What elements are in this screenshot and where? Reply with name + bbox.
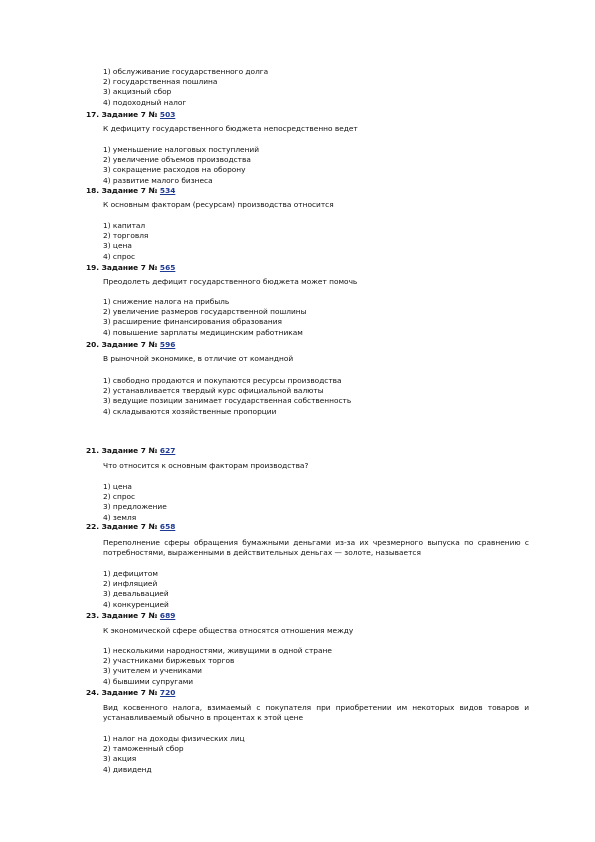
task-header — [86, 611, 175, 621]
option: 4) земля — [103, 512, 137, 522]
task-id-link[interactable]: 689 — [159, 611, 176, 620]
task-number: 20. — [86, 340, 100, 349]
option: 2) участниками биржевых торгов — [103, 656, 235, 666]
option: 4) спрос — [103, 251, 136, 261]
option: 3) сокращение расходов на оборону — [103, 165, 246, 175]
answer-options — [103, 646, 332, 687]
option: 4) бывшими супругами — [103, 676, 194, 686]
question-text: К экономической сфере общества относятся отношения между — [103, 626, 354, 635]
option: 1) цена — [103, 482, 132, 491]
answer-options — [103, 376, 351, 417]
task-number: 19. — [86, 263, 100, 272]
option: 1) обслуживание государственного долга — [103, 67, 269, 76]
option: 1) налог на доходы физических лиц — [103, 734, 245, 743]
task-id-link[interactable]: 565 — [159, 263, 176, 272]
option: 1) дефицитом — [103, 569, 158, 578]
answer-options — [103, 67, 268, 108]
task-number: 23. — [86, 611, 100, 620]
task-number: 18. — [86, 186, 100, 195]
option: 1) капитал — [103, 221, 146, 230]
option: 1) снижение налога на прибыль — [103, 297, 230, 306]
task-id-link[interactable]: 503 — [159, 110, 176, 119]
task-id-link[interactable]: 658 — [159, 522, 176, 531]
question-text: В рыночной экономике, в отличие от командной — [103, 354, 294, 363]
question-text: К дефициту государственного бюджета непосредственно ведет — [103, 124, 358, 133]
option: 2) увеличение объемов производства — [103, 155, 251, 165]
task-number: 22. — [86, 522, 100, 531]
option: 4) дивиденд — [103, 764, 152, 774]
question-text: Вид косвенного налога, взимаемый с покупателя при приобретении им некоторых видов товаров и устанавливаемый обычно в процентах к этой цене — [103, 703, 529, 723]
option: 2) устанавливается твердый курс официальной валюты — [103, 386, 324, 396]
option: 3) ведущие позиции занимает государственная собственность — [103, 396, 352, 406]
option: 3) девальвацией — [103, 589, 169, 599]
task-id-link[interactable]: 534 — [159, 186, 176, 195]
task-label: Задание 7 № — [101, 522, 158, 531]
option: 1) уменьшение налоговых поступлений — [103, 145, 260, 154]
task-header — [86, 688, 175, 698]
option: 3) цена — [103, 241, 132, 251]
option: 3) акцизный сбор — [103, 87, 172, 97]
task-id-link[interactable]: 720 — [159, 688, 176, 697]
task-label: Задание 7 № — [101, 340, 158, 349]
task-header — [86, 110, 175, 120]
option: 4) подоходный налог — [103, 97, 187, 107]
option: 3) предложение — [103, 502, 167, 512]
task-label: Задание 7 № — [101, 110, 158, 119]
option: 2) увеличение размеров государственной пошлины — [103, 307, 307, 317]
task-header — [86, 186, 175, 196]
answer-options — [103, 297, 306, 338]
option: 3) учителем и учениками — [103, 666, 202, 676]
option: 1) свободно продаются и покупаются ресурсы производства — [103, 376, 342, 385]
option: 3) расширение финансирования образования — [103, 317, 282, 327]
option: 4) развитие малого бизнеса — [103, 175, 213, 185]
question-text: К основным факторам (ресурсам) производства относится — [103, 200, 334, 209]
option: 2) государственная пошлина — [103, 77, 218, 87]
answer-options — [103, 145, 259, 186]
task-number: 17. — [86, 110, 100, 119]
option: 1) несколькими народностями, живущими в одной стране — [103, 646, 332, 655]
question-text: Переполнение сферы обращения бумажными деньгами из-за их чрезмерного выпуска по сравнению с потребностями, выраженными в действительных деньгах — золоте, называется — [103, 538, 529, 558]
task-header — [86, 522, 175, 532]
answer-options — [103, 221, 148, 262]
option: 4) повышение зарплаты медицинским работникам — [103, 327, 303, 337]
answer-options — [103, 734, 245, 775]
question-text: Что относится к основным факторам производства? — [103, 461, 309, 470]
task-header — [86, 446, 175, 456]
task-label: Задание 7 № — [101, 611, 158, 620]
option: 2) спрос — [103, 492, 136, 502]
option: 2) инфляцией — [103, 579, 158, 589]
task-id-link[interactable]: 627 — [159, 446, 176, 455]
option: 2) торговля — [103, 231, 149, 241]
option: 4) конкуренцией — [103, 599, 169, 609]
option: 2) таможенный сбор — [103, 744, 184, 754]
answer-options — [103, 569, 169, 610]
option: 3) акция — [103, 754, 137, 764]
option: 4) складываются хозяйственные пропорции — [103, 406, 277, 416]
task-number: 21. — [86, 446, 100, 455]
answer-options — [103, 482, 167, 523]
question-text: Преодолеть дефицит государственного бюджета может помочь — [103, 277, 358, 286]
task-number: 24. — [86, 688, 100, 697]
task-id-link[interactable]: 596 — [159, 340, 176, 349]
task-label: Задание 7 № — [101, 446, 158, 455]
task-header — [86, 340, 175, 350]
task-label: Задание 7 № — [101, 688, 158, 697]
task-label: Задание 7 № — [101, 263, 158, 272]
task-label: Задание 7 № — [101, 186, 158, 195]
task-header — [86, 263, 175, 273]
